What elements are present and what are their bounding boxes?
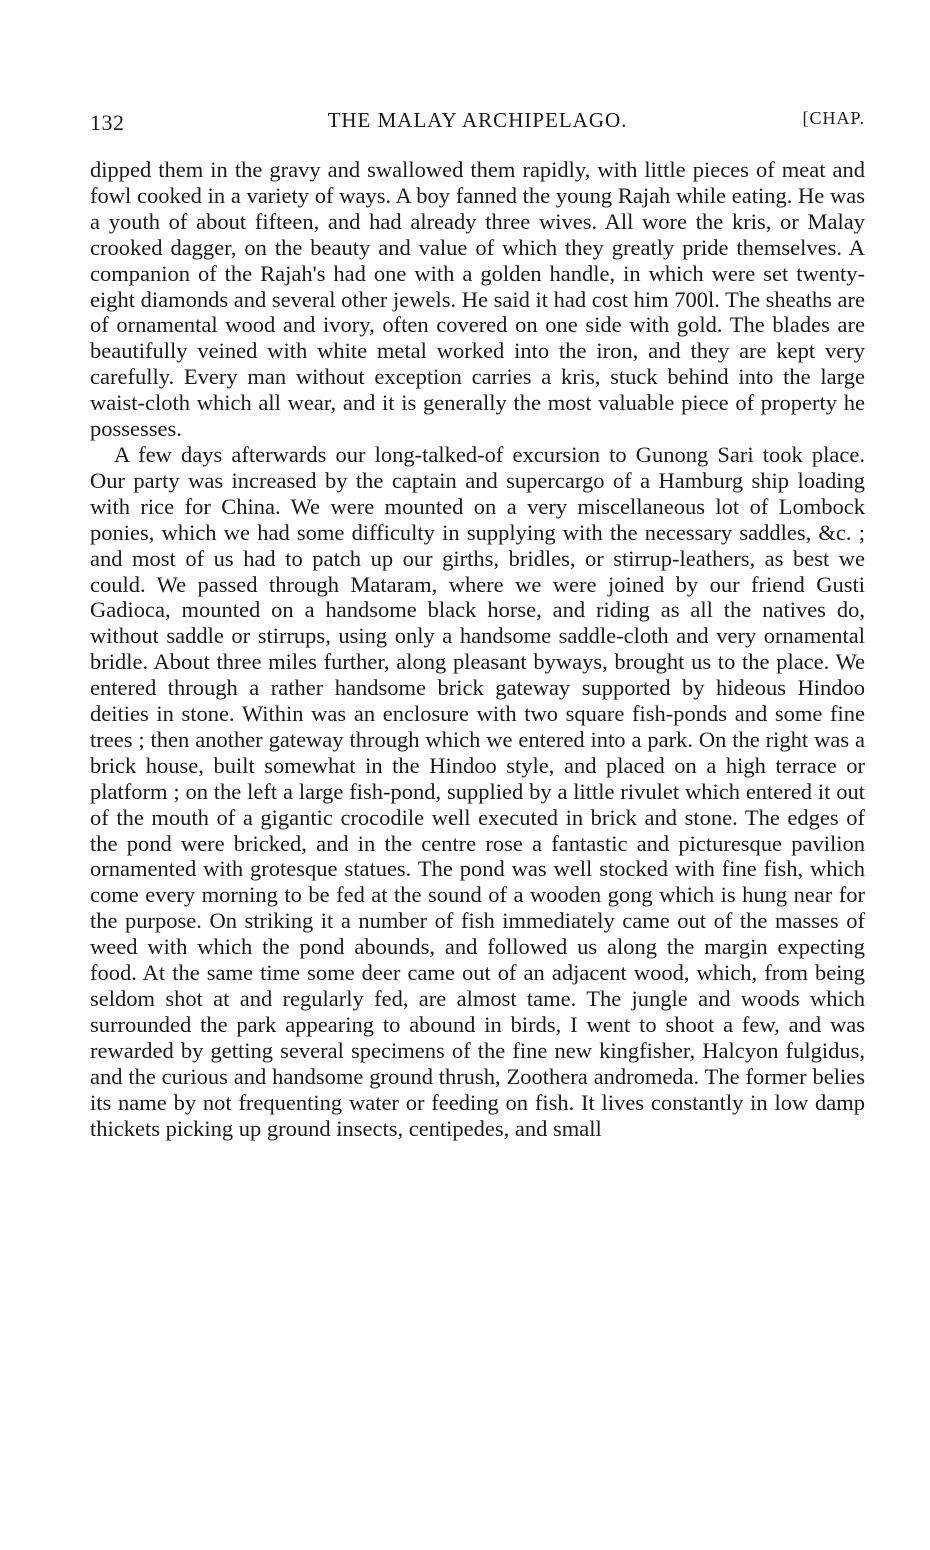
running-head bbox=[90, 102, 865, 142]
page-number: 132 bbox=[90, 110, 125, 135]
running-title: THE MALAY ARCHIPELAGO. bbox=[327, 108, 628, 132]
paragraph-continued: dipped them in the gravy and swallowed them rapidly, with little pieces of meat and fowl cooked in a variety of ways. A boy fanned the young Rajah while eating. He was a youth of about fifteen, and had already three wives. All wore the kris, or Malay crooked dagger, on the beauty and value of which they greatly pride themselves. A companion of the Rajah's had one with a golden handle, in which were set twenty-eight diamonds and several other jewels. He said it had cost him 700l. The sheaths are of ornamental wood and ivory, often covered on one side with gold. The blades are beautifully veined with white metal worked into the iron, and they are kept very carefully. Every man without exception carries a kris, stuck behind into the large waist-cloth which all wear, and it is generally the most valuable piece of property he possesses. bbox=[90, 157, 866, 442]
body-text bbox=[90, 157, 865, 1141]
chapter-mark: [CHAP. bbox=[802, 108, 865, 128]
book-page bbox=[90, 102, 865, 1141]
paragraph-gunong-sari-excursion: A few days afterwards our long-talked-of excursion to Gunong Sari took place. Our party was increased by the captain and supercargo of a Hamburg ship loading with rice for China. We were mounted on a very miscellaneous lot of Lombock ponies, which we had some difficulty in supplying with the necessary saddles, &c. ; and most of us had to patch up our girths, bridles, or stirrup-leathers, as best we could. We passed through Mataram, where we were joined by our friend Gusti Gadioca, mounted on a handsome black horse, and riding as all the natives do, without saddle or stirrups, using only a handsome saddle-cloth and very ornamental bridle. About three miles further, along pleasant byways, brought us to the place. We entered through a rather handsome brick gateway supported by hideous Hindoo deities in stone. Within was an enclosure with two square fish-ponds and some fine trees ; then another gateway through which we entered into a park. On the right was a brick house, built somewhat in the Hindoo style, and placed on a high terrace or platform ; on the left a large fish-pond, supplied by a little rivulet which entered it out of the mouth of a gigantic crocodile well executed in brick and stone. The edges of the pond were bricked, and in the centre rose a fantastic and picturesque pavilion ornamented with grotesque statues. The pond was well stocked with fine fish, which come every morning to be fed at the sound of a wooden gong which is hung near for the purpose. On striking it a number of fish immediately came out of the masses of weed with which the pond abounds, and followed us along the margin expecting food. At the same time some deer came out of an adjacent wood, which, from being seldom shot at and regularly fed, are almost tame. The jungle and woods which surrounded the park appearing to abound in birds, I went to shoot a few, and was rewarded by getting several specimens of the fine new kingfisher, Halcyon fulgidus, and the curious and handsome ground thrush, Zoothera andromeda. The former belies its name by not frequenting water or feeding on fish. It lives constantly in low damp thickets picking up ground insects, centipedes, and small bbox=[90, 441, 865, 1141]
